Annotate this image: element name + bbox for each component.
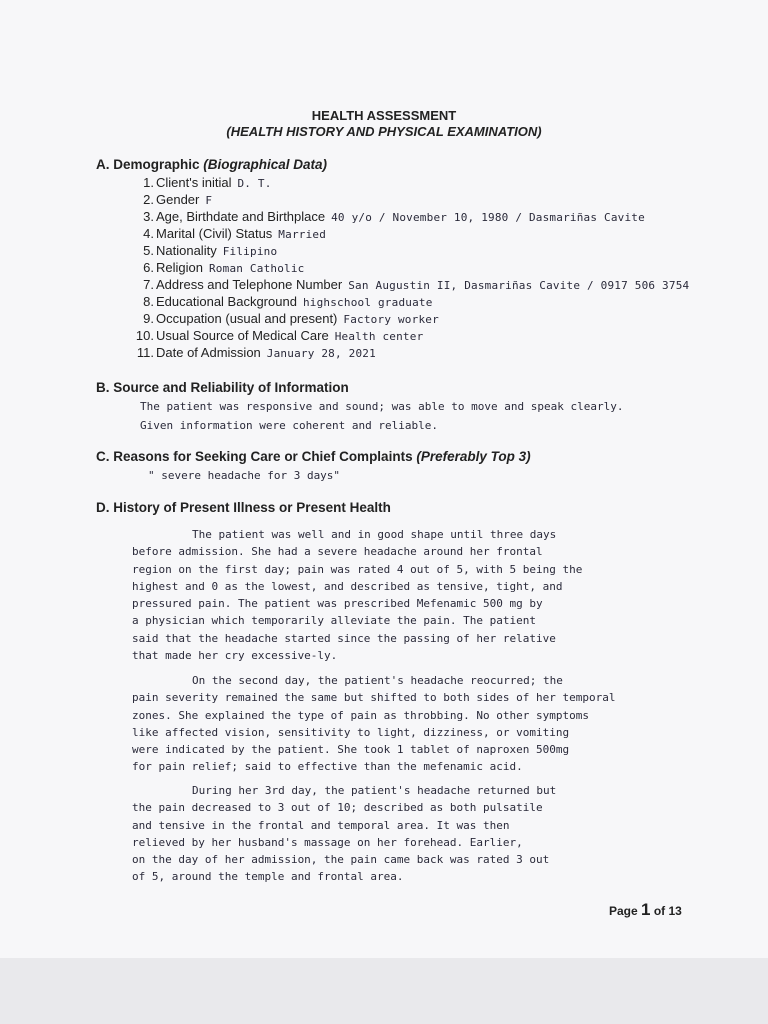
item-number: 4.	[143, 226, 154, 241]
demographic-list	[126, 175, 689, 362]
page-number: 1	[641, 900, 651, 919]
item-label: Date of Admission	[156, 345, 261, 360]
item-value: F	[205, 194, 213, 207]
text-line: The patient was responsive and sound; was able to move and speak clearly.	[140, 400, 624, 413]
item-number: 5.	[143, 243, 154, 258]
section-c-heading: C. Reasons for Seeking Care or Chief Complaints (Preferably Top 3)	[96, 449, 531, 464]
item-value: Roman Catholic	[208, 262, 305, 275]
text-line: relieved by her husband's massage on her forehead. Earlier,	[132, 835, 523, 849]
item-label: Gender	[156, 192, 200, 207]
text-line: pain severity remained the same but shifted to both sides of her temporal	[132, 691, 616, 705]
demographic-item	[126, 192, 689, 209]
item-label: Occupation (usual and present)	[156, 311, 338, 326]
text-line: region on the first day; pain was rated 4 out of 5, with 5 being the	[132, 562, 583, 576]
section-a-heading: A. Demographic (Biographical Data)	[96, 157, 328, 172]
hpi-paragraph-3	[132, 782, 762, 886]
item-number: 7.	[143, 277, 154, 292]
text-line: before admission. She had a severe headache around her frontal	[132, 545, 543, 559]
text-line: The patient was well and in good shape until three days	[192, 528, 557, 541]
item-number: 1.	[143, 175, 154, 190]
demographic-item	[126, 345, 689, 362]
item-label: Religion	[156, 260, 203, 275]
demographic-item	[126, 311, 689, 328]
text-line: the pain decreased to 3 out of 10; described as both pulsatile	[132, 801, 543, 815]
scan-margin	[0, 958, 768, 1024]
item-label: Nationality	[156, 243, 217, 258]
text-line: that made her cry excessive-ly.	[132, 649, 338, 663]
item-value: Filipino	[222, 245, 278, 258]
text-line: for pain relief; said to effective than the mefenamic acid.	[132, 760, 523, 774]
item-value: January 28, 2021	[266, 347, 376, 360]
item-value: San Augustin II, Dasmariñas Cavite / 0917 506 3754	[348, 279, 690, 292]
item-label: Marital (Civil) Status	[156, 226, 273, 241]
text-line: highest and 0 as the lowest, and described as tensive, tight, and	[132, 579, 563, 593]
item-label: Educational Background	[156, 294, 297, 309]
page-footer: Page 1 of 13	[609, 900, 682, 919]
item-number: 9.	[143, 311, 154, 326]
demographic-item	[126, 277, 689, 294]
demographic-item	[126, 175, 689, 192]
item-number: 6.	[143, 260, 154, 275]
text-line: pressured pain. The patient was prescribed Mefenamic 500 mg by	[132, 597, 543, 611]
item-number: 2.	[143, 192, 154, 207]
item-label: Age, Birthdate and Birthplace	[156, 209, 326, 224]
text-line: On the second day, the patient's headache reocurred; the	[192, 674, 563, 687]
text-line: zones. She explained the type of pain as throbbing. No other symptoms	[132, 708, 589, 722]
item-number: 3.	[143, 209, 154, 224]
item-value: Married	[278, 228, 327, 241]
text-line: on the day of her admission, the pain came back was rated 3 out	[132, 853, 550, 867]
item-label: Usual Source of Medical Care	[156, 328, 329, 343]
item-value: highschool graduate	[302, 296, 433, 309]
hpi-paragraph-2	[132, 672, 762, 776]
demographic-item	[126, 226, 689, 243]
item-label: Address and Telephone Number	[156, 277, 343, 292]
text-line: a physician which temporarily alleviate the pain. The patient	[132, 614, 536, 628]
item-value: D. T.	[237, 177, 272, 190]
section-b-text	[140, 397, 623, 435]
document-subtitle: (HEALTH HISTORY AND PHYSICAL EXAMINATION)	[226, 124, 542, 139]
item-label: Client's initial	[156, 175, 232, 190]
demographic-item	[126, 260, 689, 277]
text-line: were indicated by the patient. She took 1 tablet of naproxen 500mg	[132, 743, 570, 757]
section-b-heading: B. Source and Reliability of Information	[96, 380, 349, 395]
hpi-paragraph-1	[132, 526, 762, 664]
demographic-item	[126, 243, 689, 260]
item-value: 40 y/o / November 10, 1980 / Dasmariñas Cavite	[331, 211, 645, 224]
chief-complaint: " severe headache for 3 days"	[148, 469, 341, 482]
section-d-heading: D. History of Present Illness or Present Health	[96, 500, 391, 515]
text-line: like affected vision, sensitivity to light, dizziness, or vomiting	[132, 725, 570, 739]
item-number: 11.	[136, 345, 154, 360]
text-line: During her 3rd day, the patient's headache returned but	[192, 784, 557, 797]
demographic-item	[126, 209, 689, 226]
demographic-item	[126, 294, 689, 311]
text-line: said that the headache started since the passing of her relative	[132, 631, 556, 645]
text-line: of 5, around the temple and frontal area.	[132, 870, 404, 884]
text-line: and tensive in the frontal and temporal area. It was then	[132, 818, 510, 832]
item-number: 8.	[143, 294, 154, 309]
document-title: HEALTH ASSESSMENT	[311, 108, 457, 123]
item-value: Health center	[334, 330, 424, 343]
demographic-item	[126, 328, 689, 345]
text-line: Given information were coherent and reliable.	[140, 419, 439, 432]
item-number: 10.	[135, 328, 154, 343]
item-value: Factory worker	[343, 313, 439, 326]
